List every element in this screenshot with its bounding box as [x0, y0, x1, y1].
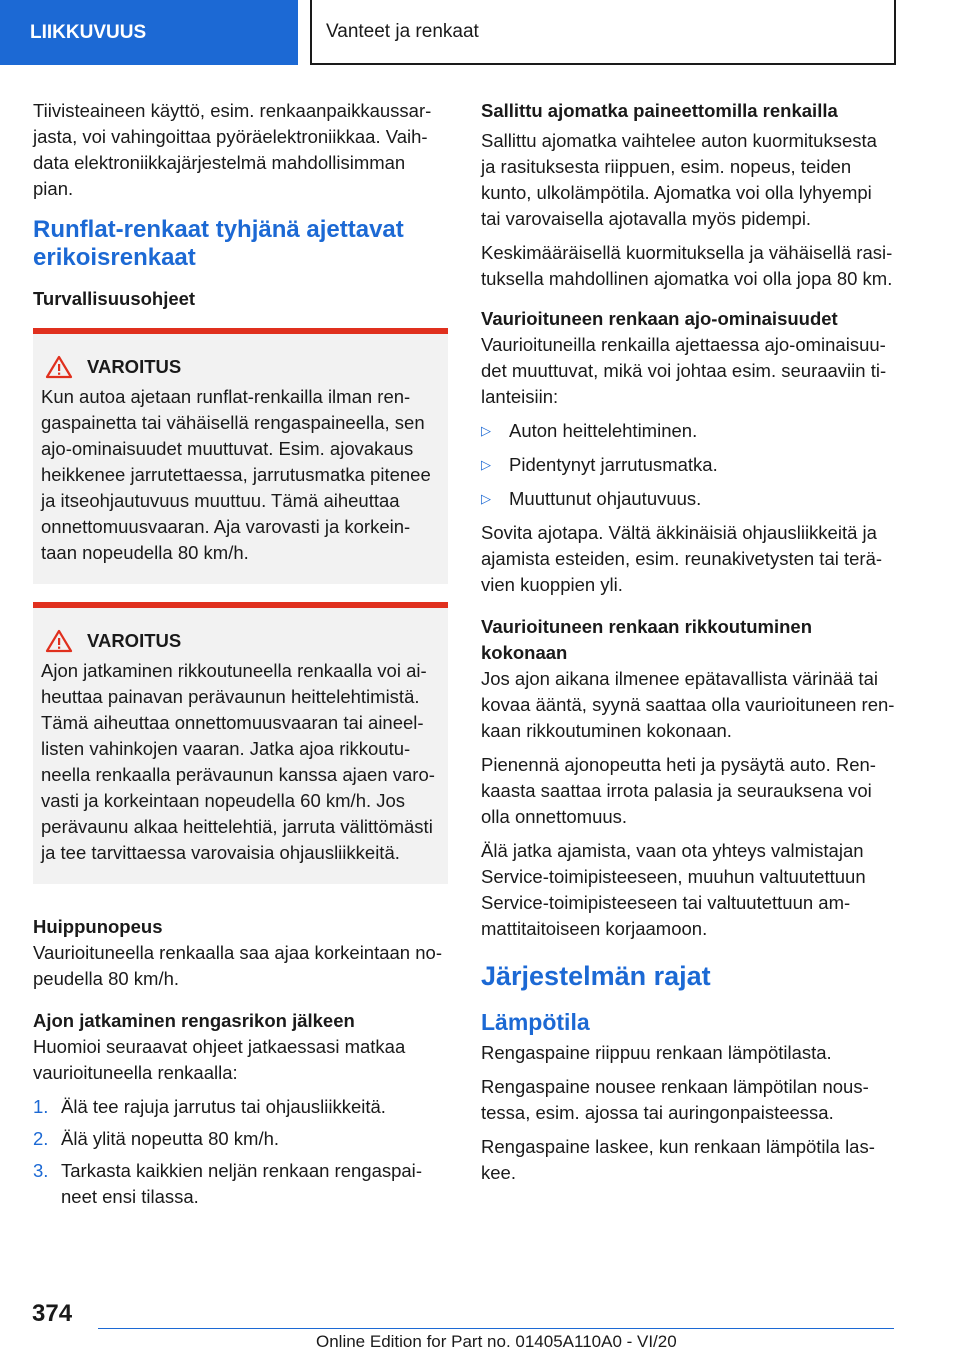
list-item [481, 486, 896, 512]
warning-triangle-icon [45, 629, 77, 653]
warning-title: VAROITUS [87, 630, 182, 651]
triangle-bullet-icon: ▷ [481, 423, 491, 438]
bullet-text: Pidentynyt jarrutusmatka. [509, 454, 718, 475]
warning-text: Kun autoa ajetaan runflat-renkailla ilman rengaspainetta tai vähäisellä rengaspaineella, sen ajo-ominaisuudet muuttuvat. Esim. ajovakaus heikkenee jarrutettaessa, jarrutusmatka pitenee ja itseohjautuvuus muuttuu. Tämä aiheuttaa onnettomuusvaaran. Aja varovasti ja korkeintaan nopeudella 80 km/h. [41, 386, 431, 563]
list-item [33, 1126, 448, 1152]
list-item [481, 452, 896, 478]
warning-text: Ajon jatkaminen rikkoutuneella renkaalla voi aiheuttaa painavan perävaunun heittelehtimistä. Tämä aiheuttaa onnettomuusvaaran tai aineellisten vahinkojen vaaran. Jatka ajoa rikkoutuneella renkaalla perävaunun kanssa ajaen varovasti ja korkeintaan nopeudella 60 km/h. Jos perävaunu alkaa heittelehtiä, jarruta välittömästi ja tee tarvittaessa varovaisia ohjausliikkeitä. [41, 660, 435, 863]
chapter-title: Vanteet ja renkaat [326, 20, 479, 42]
warning-title: VAROITUS [87, 356, 182, 377]
failure-paragraph-2: Pienennä ajonopeutta heti ja pysäytä auto. Renkaasta saattaa irrota palasia ja seurauksena voi olla onnettomuus. [481, 754, 876, 827]
failure-heading: Vaurioituneen renkaan rikkoutuminen kokonaan [481, 616, 813, 663]
runflat-heading: Runflat-renkaat tyhjänä ajettavat erikoisrenkaat [33, 216, 404, 271]
topspeed-heading: Huippunopeus [33, 916, 163, 937]
section-tab [0, 0, 298, 65]
range-paragraph-1: Sallittu ajomatka vaihtelee auton kuormituksesta ja rasituksesta riippuen, esim. nopeus, teiden kunto, ulkolämpötila. Ajomatka voi olla lyhyempi tai varovaisella ajotavalla myös pidempi. [481, 130, 877, 229]
edition-footer: Online Edition for Part no. 01405A110A0 - VI/20 [316, 1332, 677, 1351]
warning-box-1 [33, 328, 448, 584]
intro-paragraph: Tiivisteaineen käyttö, esim. renkaanpaikkaussarjasta, voi vahingoittaa pyöräelektroniikkaa. Vaihdata elektroniikkajärjestelmä mahdollisimman pian. [33, 100, 432, 199]
range-paragraph-2: Keskimääräisellä kuormituksella ja vähäisellä rasituksella mahdollinen ajomatka voi olla jopa 80 km. [481, 242, 893, 289]
step-text: Älä tee rajuja jarrutus tai ohjausliikkeitä. [61, 1096, 386, 1117]
topspeed-text: Vaurioituneella renkaalla saa ajaa korkeintaan nopeudella 80 km/h. [33, 942, 442, 989]
safety-heading: Turvallisuusohjeet [33, 288, 196, 309]
section-title: LIIKKUVUUS [30, 21, 147, 43]
warning-triangle-icon [45, 355, 77, 379]
step-number: 1. [33, 1096, 49, 1117]
handling-paragraph-1: Vaurioituneilla renkailla ajettaessa ajo-ominaisuudet muuttuvat, mikä voi johtaa esim. seuraaviin tilanteisiin: [481, 334, 887, 407]
failure-paragraph-3: Älä jatka ajamista, vaan ota yhteys valmistajan Service-toimipisteeseen, muuhun valtuutettuun Service-toimipisteeseen tai valtuutettuun ammattitaitoiseen korjaamoon. [481, 840, 866, 939]
continue-text: Huomioi seuraavat ohjeet jatkaessasi matkaa vaurioituneella renkaalla: [33, 1036, 406, 1083]
left-column [33, 98, 448, 1216]
triangle-bullet-icon: ▷ [481, 457, 491, 472]
temperature-paragraph-3: Rengaspaine laskee, kun renkaan lämpötila laskee. [481, 1136, 875, 1183]
handling-paragraph-2: Sovita ajotapa. Vältä äkkinäisiä ohjausliikkeitä ja ajamista esteiden, esim. reunakivetysten tai terävien kuoppien yli. [481, 522, 883, 595]
right-column [481, 98, 896, 1194]
bullet-text: Auton heittelehtiminen. [509, 420, 698, 441]
warning-box-2 [33, 602, 448, 884]
triangle-bullet-icon: ▷ [481, 491, 491, 506]
handling-heading: Vaurioituneen renkaan ajo-ominaisuudet [481, 308, 838, 329]
list-item [33, 1094, 448, 1120]
limits-heading: Järjestelmän rajat [481, 961, 711, 991]
footer-divider [98, 1328, 894, 1329]
step-text: Älä ylitä nopeutta 80 km/h. [61, 1128, 280, 1149]
temperature-paragraph-1: Rengaspaine riippuu renkaan lämpötilasta. [481, 1042, 832, 1063]
range-heading: Sallittu ajomatka paineettomilla renkailla [481, 100, 838, 121]
bullet-text: Muuttunut ohjautuvuus. [509, 488, 702, 509]
step-number: 2. [33, 1128, 49, 1149]
list-item [33, 1158, 448, 1210]
continue-heading: Ajon jatkaminen rengasrikon jälkeen [33, 1010, 355, 1031]
temperature-heading: Lämpötila [481, 1009, 590, 1035]
page-number: 374 [32, 1300, 73, 1327]
step-number: 3. [33, 1160, 49, 1181]
list-item [481, 418, 896, 444]
chapter-header [310, 0, 896, 65]
step-text: Tarkasta kaikkien neljän renkaan rengaspaineet ensi tilassa. [61, 1160, 422, 1207]
temperature-paragraph-2: Rengaspaine nousee renkaan lämpötilan noustessa, esim. ajossa tai auringonpaisteessa. [481, 1076, 869, 1123]
failure-paragraph-1: Jos ajon aikana ilmenee epätavallista värinää tai kovaa ääntä, syynä saattaa olla vaurioituneen renkaan rikkoutuminen kokonaan. [481, 668, 895, 741]
